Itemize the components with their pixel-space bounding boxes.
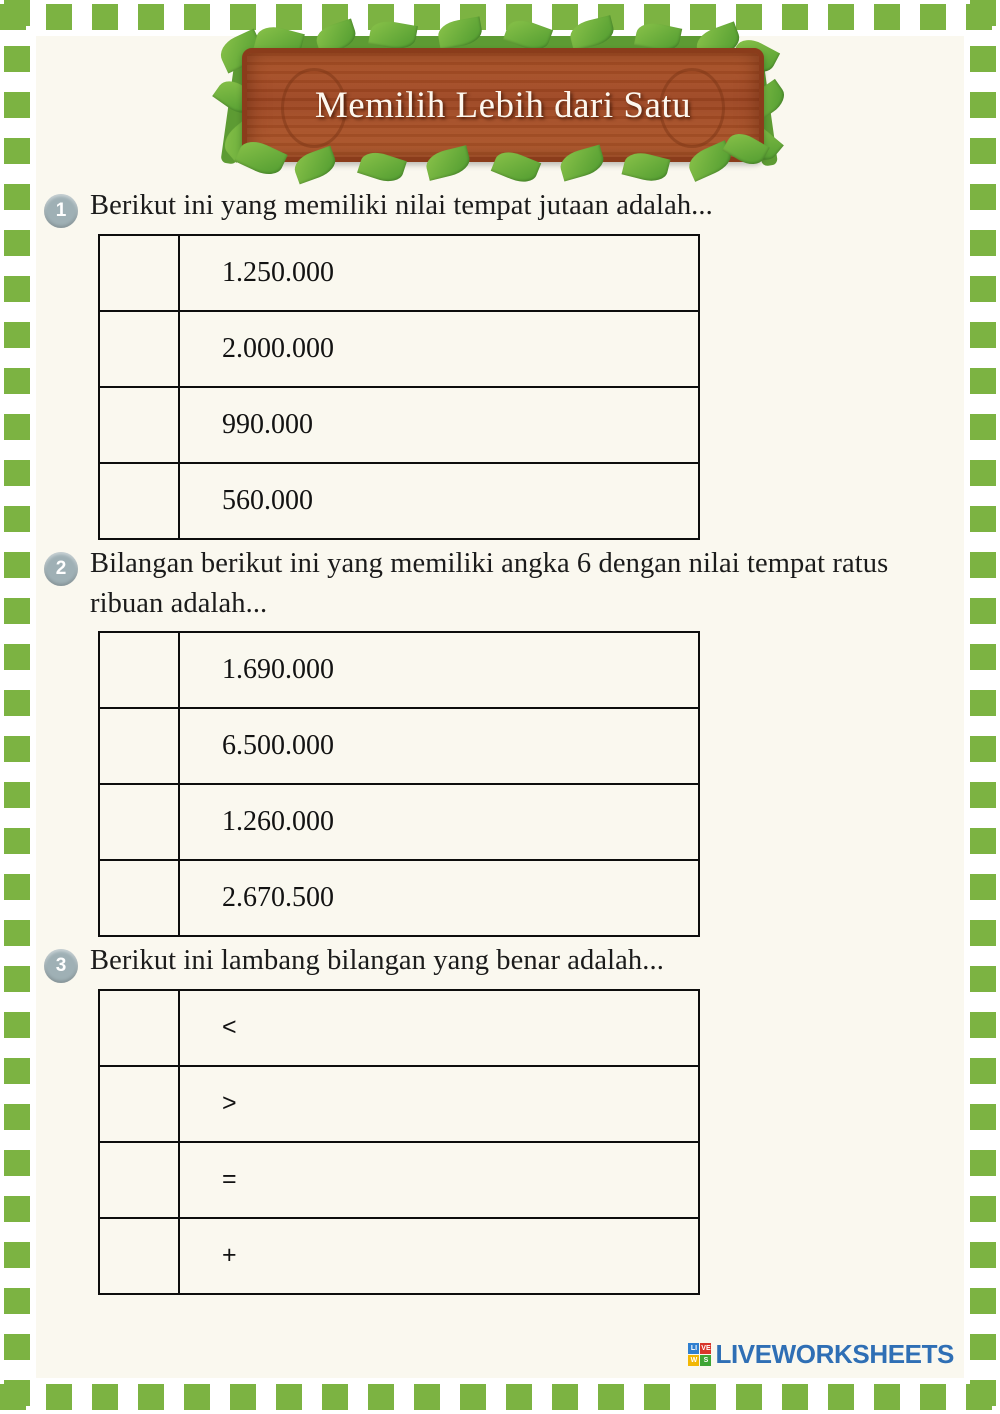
question-block-1 <box>36 186 964 540</box>
option-label-3-4: + <box>179 1218 699 1294</box>
options-table-3 <box>98 989 700 1295</box>
option-checkbox-2-2[interactable] <box>99 708 179 784</box>
worksheet-title: Memilih Lebih dari Satu <box>314 84 692 126</box>
logo-square-li: LI <box>688 1343 699 1354</box>
option-label-2-3: 1.260.000 <box>179 784 699 860</box>
options-table-1 <box>98 234 700 540</box>
option-label-3-3: = <box>179 1142 699 1218</box>
dashed-border-left <box>4 0 30 1414</box>
option-checkbox-1-4[interactable] <box>99 463 179 539</box>
banner-board <box>242 48 764 162</box>
question-block-3 <box>36 941 964 1295</box>
table-row[interactable] <box>99 784 699 860</box>
question-text-3: Berikut ini lambang bilangan yang benar adalah... <box>90 944 664 976</box>
table-row[interactable] <box>99 387 699 463</box>
question-header-3 <box>36 941 964 983</box>
option-label-3-1: < <box>179 990 699 1066</box>
question-header-1 <box>36 186 964 228</box>
question-header-2 <box>36 544 964 625</box>
worksheet-page <box>36 36 964 1378</box>
dashed-border-right <box>970 0 996 1414</box>
option-checkbox-3-3[interactable] <box>99 1142 179 1218</box>
option-label-3-2: > <box>179 1066 699 1142</box>
option-checkbox-2-3[interactable] <box>99 784 179 860</box>
option-label-2-2: 6.500.000 <box>179 708 699 784</box>
option-label-2-4: 2.670.500 <box>179 860 699 936</box>
table-row[interactable] <box>99 632 699 708</box>
logo-square-ve: VE <box>701 1345 711 1352</box>
option-checkbox-1-1[interactable] <box>99 235 179 311</box>
option-checkbox-1-3[interactable] <box>99 387 179 463</box>
table-row[interactable] <box>99 1066 699 1142</box>
question-number-2: 2 <box>44 552 78 586</box>
question-text-1: Berikut ini yang memiliki nilai tempat jutaan adalah... <box>90 190 713 221</box>
question-text-2: Bilangan berikut ini yang memiliki angka 6 dengan nilai tempat ratus ribuan adalah... <box>90 548 889 620</box>
table-row[interactable] <box>99 311 699 387</box>
option-label-1-1: 1.250.000 <box>179 235 699 311</box>
options-table-2 <box>98 631 700 937</box>
table-row[interactable] <box>99 990 699 1066</box>
liveworksheets-mark-icon <box>688 1343 711 1366</box>
option-checkbox-2-4[interactable] <box>99 860 179 936</box>
liveworksheets-brand-text: LIVEWORKSHEETS <box>715 1339 954 1369</box>
table-row[interactable] <box>99 1218 699 1294</box>
option-checkbox-3-1[interactable] <box>99 990 179 1066</box>
table-row[interactable] <box>99 463 699 539</box>
option-checkbox-1-2[interactable] <box>99 311 179 387</box>
question-block-2 <box>36 544 964 937</box>
table-row[interactable] <box>99 235 699 311</box>
logo-square-w: W <box>688 1355 699 1366</box>
option-checkbox-2-1[interactable] <box>99 632 179 708</box>
option-label-1-3: 990.000 <box>179 387 699 463</box>
logo-square-s: S <box>700 1355 711 1366</box>
option-label-2-1: 1.690.000 <box>179 632 699 708</box>
question-number-1: 1 <box>44 194 78 228</box>
liveworksheets-logo[interactable] <box>688 1339 954 1370</box>
option-label-1-2: 2.000.000 <box>179 311 699 387</box>
option-label-1-4: 560.000 <box>179 463 699 539</box>
table-row[interactable] <box>99 1142 699 1218</box>
title-banner <box>220 36 780 186</box>
dashed-border-top <box>0 4 1000 30</box>
question-number-3: 3 <box>44 949 78 983</box>
table-row[interactable] <box>99 860 699 936</box>
dashed-border-bottom <box>0 1384 1000 1410</box>
option-checkbox-3-2[interactable] <box>99 1066 179 1142</box>
table-row[interactable] <box>99 708 699 784</box>
option-checkbox-3-4[interactable] <box>99 1218 179 1294</box>
